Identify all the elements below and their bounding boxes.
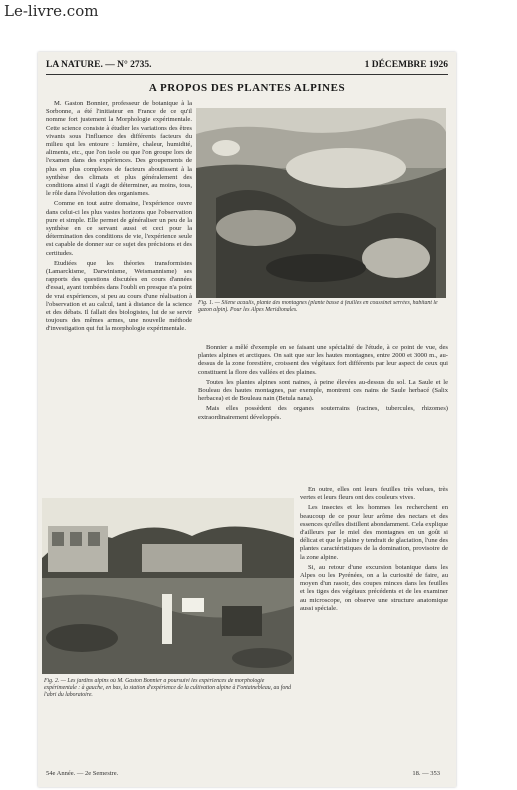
footer-volume: 54e Année. — 2e Semestre. <box>46 770 119 777</box>
running-head <box>46 60 448 74</box>
text-column-right-lower <box>300 486 448 744</box>
figure-1-photo <box>196 108 446 298</box>
paragraph: Etudiées que les théories transformistes (Lamarckisme, Darwinisme, Weismannisme) ses rapports des questions discutées en cours d'années d'essai, ayant tombées dans l'oubli en presque n'a point de vrai expériences, si peu au cours d'une réalisation à l'observation et au calcul, tant à distance de la science et des débats. Il fallait des biologistes, lui de se servir toujours des mêmes armes, une nouvelle méthode d'investigation qui fut la morphologie expérimentale. <box>46 259 192 333</box>
page-footer <box>46 770 448 780</box>
figure-2-photo <box>42 498 294 674</box>
paragraph: Mais elles possèdent des organes souterrains (racines, tubercules, rhizomes) extraordinairement développés. <box>198 405 448 421</box>
page-number: 18. — 353 <box>412 770 440 777</box>
seller-watermark: Le-livre.com <box>4 2 99 20</box>
text-column-right-upper <box>198 344 448 484</box>
paragraph: Comme en tout autre domaine, l'expérience ouvre dans celui-ci les plus vastes horizons que l'observation pure et simple. Elle permet de généraliser un peu de la synthèse en ce servant aussi et ceci pour la détermination des conditions de vie, l'expérience seule est capable de donner sur ce sujet des précisions et des certitudes. <box>46 200 192 257</box>
alpine-garden-photo <box>42 498 294 674</box>
paragraph: En outre, elles ont leurs feuilles très velues, très vertes et leurs fleurs ont des couleurs vives. <box>300 486 448 502</box>
paragraph: Bonnier a mêlé d'exemple en se faisant une spécialité de l'étude, à ce point de vue, des plantes alpines et arctiques. On sait que sur les hautes montagnes, entre 2000 et 3000 m., au-dessus de la zone forestière, croissent des végétaux fort différents par leur aspect de ceux qui constituent la flore des vallées et des plaines. <box>198 344 448 376</box>
issue-date: 1 DÉCEMBRE 1926 <box>364 60 448 70</box>
text-column-left <box>46 100 192 548</box>
header-rule <box>46 74 448 75</box>
paragraph: Les insectes et les hommes les recherchent en beaucoup de ce pour leur arôme des nectars et des essences qu'elles distillent abondamment. Cela explique d'ailleurs par le miel des montagnes en un goût si délicat et que le plaine y tendrait de glaciation, l'une des plantes caractéristiques de la domination, provisoire de la zone alpine. <box>300 504 448 561</box>
figure-1-caption: Fig. 1. — Silene acaulis, plante des montagnes (plante basse à feuilles en coussinet serrées, habitant le gazon alpin). Pour les Alpes Meridionales. <box>198 300 438 313</box>
paragraph: Toutes les plantes alpines sont naines, à peine élevées au-dessus du sol. La Saule et le Bouleau des hautes montagnes, par exemple, montrent ces nains de Saule herbacé (Salix herbacea) et de Bouleau nain (Betula nana). <box>198 378 448 403</box>
journal-name: LA NATURE. — N° 2735. <box>46 60 152 70</box>
alpine-rock-photo <box>196 108 446 298</box>
paragraph: M. Gaston Bonnier, professeur de botanique à la Sorbonne, a été l'initiateur en France de ce qu'il nomme fort justement la Morphologie expérimentale. Cette science consiste à étudier les variations des êtres vivants sous l'influence des différents facteurs du milieu qui les entoure : lumière, chaleur, humidité, aliments, etc., que l'on isole ou que l'on groupe lors de l'examen dans des expériences. Des groupements de plus en plus complexes de facteurs aboutissent à la synthèse des climats et plus généralement des conditions ainsi il s'agit de déterminer, au moins, tous, le rôle dans l'évolution des organismes. <box>46 100 192 198</box>
scanned-page <box>38 52 456 787</box>
article-title: A PROPOS DES PLANTES ALPINES <box>148 82 346 94</box>
figure-2-caption: Fig. 2. — Les jardins alpins où M. Gaston Bonnier a poursuivi les expériences de morphologie expérimentale : à gauche, en bas, la station d'expérience de la cultivation alpine à Fontainebleau, au fond l'abri du laboratoire. <box>44 678 292 698</box>
paragraph: Si, au retour d'une excursion botanique dans les Alpes ou les Pyrénées, on a la curiosité de faire, au moyen d'un rasoir, des coupes minces dans les feuilles et les tiges des végétaux précédents et de les examiner au microscope, on observe une structure anatomique aussi spéciale. <box>300 563 448 612</box>
